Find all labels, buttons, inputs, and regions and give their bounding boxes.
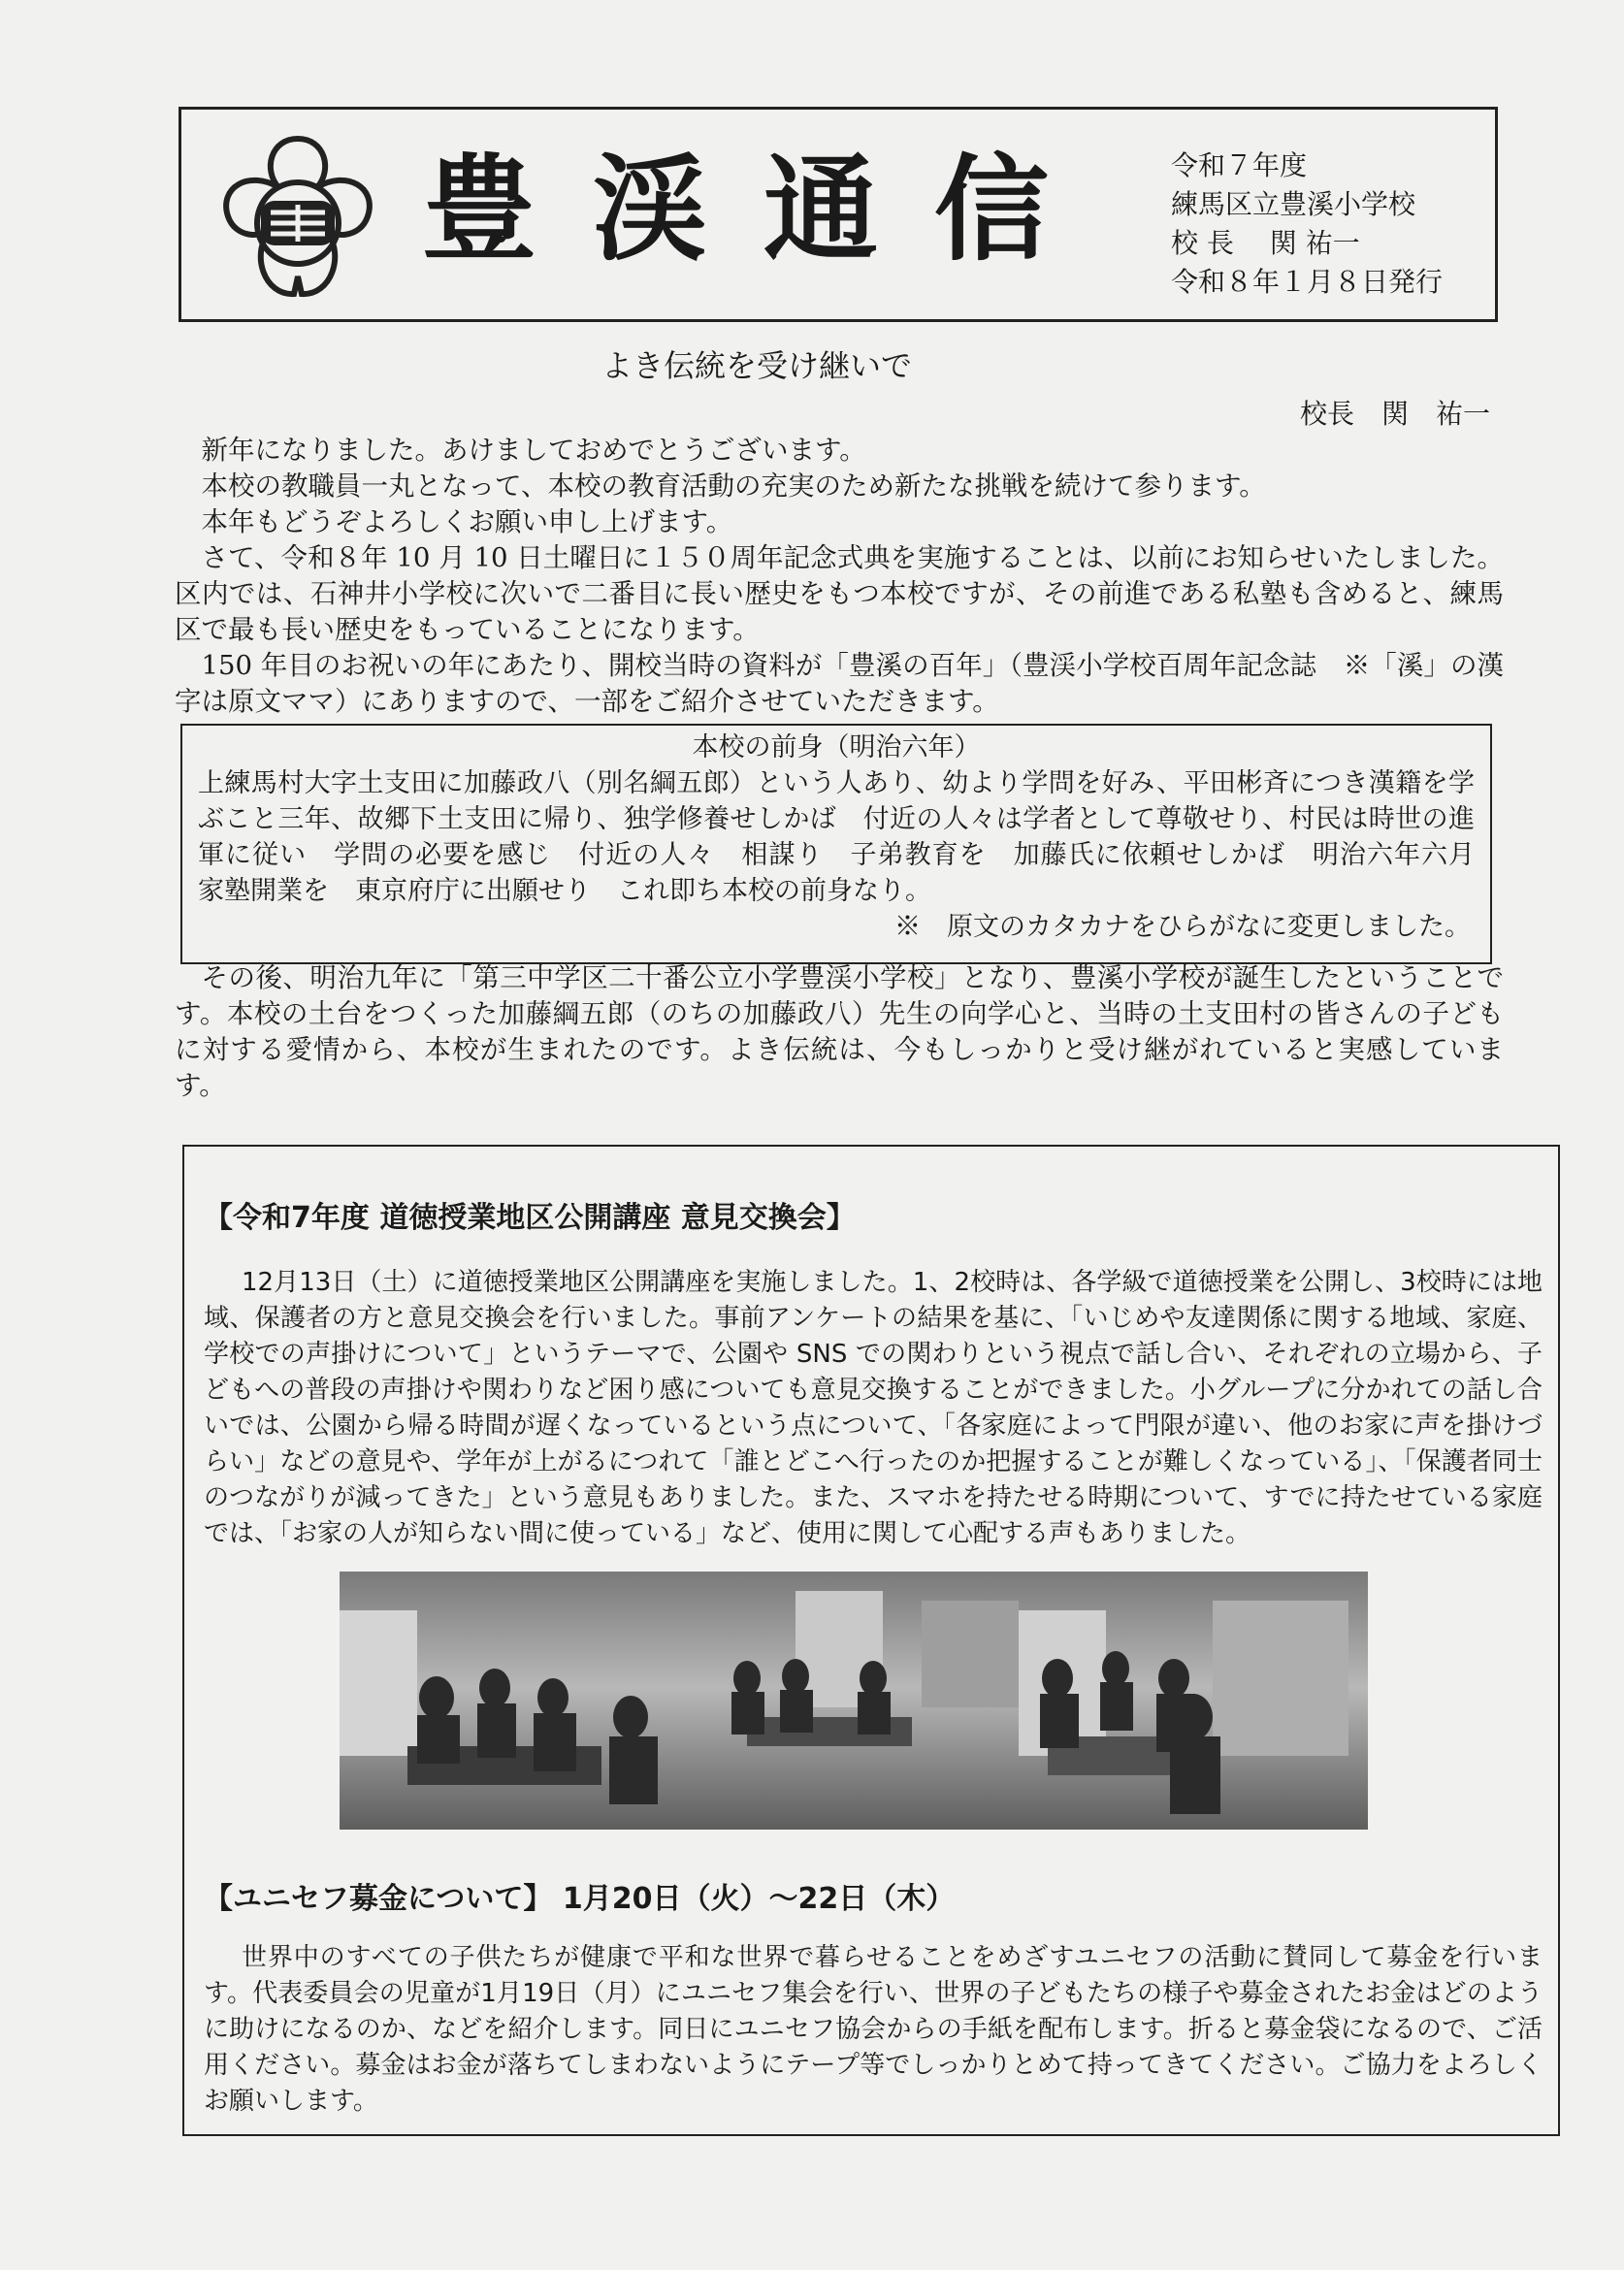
intro-paragraph: 新年になりました。あけましておめでとうございます。 — [201, 435, 866, 466]
school-crest-icon — [201, 131, 395, 306]
history-body: 上練馬村大字土支田に加藤政八（別名綱五郎）という人あり、幼より学問を好み、平田彬斉につき漢籍を学ぶこと三年、故郷下土支田に帰り、独学修養せしかば 付近の人々は学者として尊敬せり、村民は時世の進軍に従い 学問の必要を感じ 付近の人々 相謀り 子弟教育を 加藤氏に依頼せしかば 明治六年六月 家塾開業を 東京府庁に出願せり これ即ち本校の前身なり。 — [198, 768, 1501, 906]
newsletter-title: 豊渓通信 — [422, 142, 1106, 276]
article-conclusion — [175, 960, 1504, 1104]
intro-paragraph: さて、令和８年 10 月 10 日土曜日に１５０周年記念式典を実施することは、以前にお知らせいたしました。区内では、石神井小学校に次いで二番目に長い歴史をもつ本校ですが、その前進である私塾も含めると、練馬区で最も長い歴史をもっていることになります。 — [175, 542, 1504, 645]
moral-lecture-paragraph: 12月13日（土）に道徳授業地区公開講座を実施しました。1、2校時は、各学級で道徳授業を公開し、3校時には地域、保護者の方と意見交換会を行いました。事前アンケートの結果を基に、「いじめや友達関係に関する地域、家庭、学校での声掛けについて」というテーマで、公園や SNS での関わりという視点で話し合い、それぞれの立場から、子どもへの普段の声掛けや関わりなど困り感についても意見交換することができました。小グループに分かれての話し合いでは、公園から帰る時間が遅くなっているという点について、「各家庭によって門限が違い、他のお家に声を掛けづらい」などの意見や、学年が上がるにつれて「誰とどこへ行ったのか把握することが難しくなっている」、「保護者同士のつながりが減ってきた」という意見もありました。また、スマホを持たせる時期について、すでに持たせている家庭では、「お家の人が知らない間に使っている」など、使用に関して心配する声もありました。 — [204, 1268, 1543, 1548]
article-author: 校長 関 祐一 — [1300, 398, 1491, 430]
conclusion-paragraph: その後、明治九年に「第三中学区二十番公立小学豊渓小学校」となり、豊溪小学校が誕生したということです。本校の土台をつくった加藤綱五郎（のちの加藤政八）先生の向学心と、当時の土支田村の皆さんの子どもに対する愛情から、本校が生まれたのです。よき伝統は、今もしっかりと受け継がれていると実感しています。 — [175, 962, 1504, 1101]
issue-date: 令和８年１月８日発行 — [1171, 266, 1444, 298]
masthead — [179, 107, 1498, 322]
history-title: 本校の前身（明治六年） — [692, 732, 981, 762]
moral-lecture-title: 【令和7年度 道徳授業地区公開講座 意見交換会】 — [204, 1201, 856, 1235]
article-intro — [175, 433, 1504, 720]
intro-paragraph: 150 年目のお祝いの年にあたり、開校当時の資料が「豊溪の百年」（豊渓小学校百周年記念誌 ※「溪」の漢字は原文ママ）にありますので、一部をご紹介させていただきます。 — [175, 650, 1504, 717]
principal-name: 校 長 関 祐一 — [1171, 227, 1360, 259]
fiscal-year: 令和７年度 — [1171, 149, 1308, 181]
intro-paragraph: 本校の教職員一丸となって、本校の教育活動の充実のため新たな挑戦を続けて参ります。 — [201, 470, 1266, 502]
unicef-paragraph: 世界中のすべての子供たちが健康で平和な世界で暮らせることをめざすユニセフの活動に賛同して募金を行います。代表委員会の児童が1月19日（月）にユニセフ集会を行い、世界の子どもたちの様子や募金されたお金はどのように助けになるのか、などを紹介します。同日にユニセフ協会からの手紙を配布します。折ると募金袋になるので、ご活用ください。募金はお金が落ちてしまわないようにテープ等でしっかりとめて持ってきてください。ご協力をよろしくお願いします。 — [204, 1943, 1543, 2116]
school-name: 練馬区立豊溪小学校 — [1171, 188, 1416, 220]
unicef-title: 【ユニセフ募金について】 1月20日（火）～22日（木） — [204, 1882, 956, 1916]
publication-info — [1171, 146, 1443, 302]
history-note: ※ 原文のカタカナをひらがなに変更しました。 — [894, 912, 1471, 942]
unicef-body — [204, 1940, 1543, 2120]
history-quote-box — [180, 724, 1501, 964]
intro-paragraph: 本年もどうぞよろしくお願い申し上げます。 — [201, 506, 733, 537]
meeting-photo-image — [340, 1572, 1368, 1830]
article-headline: よき伝統を受け継いで — [601, 347, 913, 384]
moral-lecture-body — [204, 1265, 1543, 1552]
meeting-photo — [340, 1572, 1368, 1830]
events-box — [182, 1145, 1560, 2136]
